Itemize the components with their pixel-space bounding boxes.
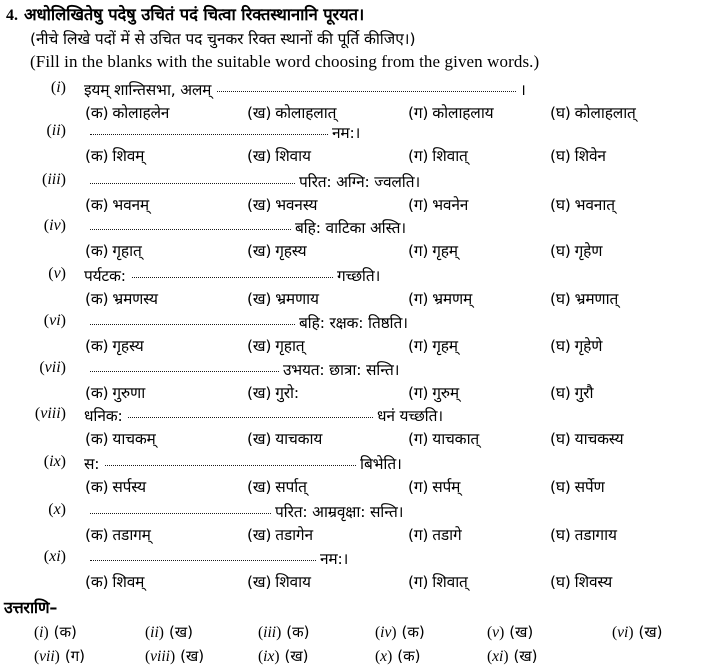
option-label: (ग) bbox=[408, 104, 429, 122]
blank-dotted-line[interactable] bbox=[90, 181, 295, 184]
option-text: शिवाय bbox=[275, 147, 311, 165]
option-choice[interactable] bbox=[85, 427, 156, 449]
question-roman-number: (viii) bbox=[34, 405, 66, 422]
question-stem bbox=[0, 264, 707, 288]
option-label: (ग) bbox=[408, 147, 429, 165]
answer-roman-number: (x) bbox=[375, 648, 393, 665]
option-text: याचकम् bbox=[112, 430, 156, 448]
option-choice[interactable] bbox=[85, 287, 158, 309]
option-label: (ख) bbox=[247, 526, 272, 544]
option-choice[interactable] bbox=[408, 144, 468, 166]
option-text: याचकस्य bbox=[574, 430, 624, 448]
answers-row-first bbox=[0, 622, 707, 646]
question-roman-number: (ii) bbox=[46, 122, 66, 139]
option-label: (क) bbox=[85, 573, 109, 591]
option-label: (ख) bbox=[247, 337, 272, 355]
option-label: (क) bbox=[85, 196, 109, 214]
option-choice[interactable] bbox=[85, 193, 149, 215]
stem-text-after-blank: बहि: रक्षक: तिष्ठति। bbox=[299, 314, 408, 332]
option-choice[interactable] bbox=[550, 475, 605, 497]
answer-entry bbox=[487, 646, 538, 666]
option-text: तडागम् bbox=[112, 526, 151, 544]
answer-choice: (ख) bbox=[513, 647, 538, 665]
answer-roman-number: (v) bbox=[487, 624, 505, 641]
option-text: भ्रमणात् bbox=[574, 290, 619, 308]
option-label: (ग) bbox=[408, 337, 429, 355]
option-text: शिवात् bbox=[432, 147, 468, 165]
option-row bbox=[0, 144, 707, 168]
answer-choice: (क) bbox=[401, 623, 425, 641]
answer-choice: (ख) bbox=[180, 647, 205, 665]
option-choice[interactable] bbox=[550, 427, 623, 449]
answer-roman-number: (vii) bbox=[34, 648, 60, 665]
option-label: (ख) bbox=[247, 573, 272, 591]
option-text: शिवम् bbox=[112, 573, 145, 591]
stem-text-after-blank: उभयत: छात्रा: सन्ति। bbox=[283, 361, 400, 379]
option-choice[interactable] bbox=[85, 239, 142, 261]
answer-roman-number: (i) bbox=[34, 624, 49, 641]
option-choice[interactable] bbox=[408, 287, 472, 309]
option-label: (ख) bbox=[247, 384, 272, 402]
question-roman-number: (xi) bbox=[43, 548, 66, 565]
option-choice[interactable] bbox=[85, 144, 144, 166]
option-text: गुरो: bbox=[275, 384, 299, 402]
question-stem bbox=[0, 121, 707, 145]
option-choice[interactable] bbox=[247, 287, 319, 309]
option-row bbox=[0, 475, 707, 499]
option-text: गृहस्य bbox=[112, 337, 144, 355]
option-text: भवनम् bbox=[112, 196, 149, 214]
option-label: (क) bbox=[85, 478, 109, 496]
option-choice[interactable] bbox=[550, 101, 636, 123]
answers-title: उत्तराणि– bbox=[4, 598, 58, 617]
option-row bbox=[0, 287, 707, 311]
option-text: भवनात् bbox=[574, 196, 615, 214]
option-choice[interactable] bbox=[247, 193, 317, 215]
option-choice[interactable] bbox=[408, 239, 458, 261]
option-choice[interactable] bbox=[247, 239, 306, 261]
answer-choice: (ख) bbox=[168, 623, 193, 641]
option-label: (घ) bbox=[550, 104, 571, 122]
question-roman-number: (v) bbox=[48, 265, 66, 282]
stem-text-before-blank: पर्यटक: bbox=[84, 267, 126, 285]
option-choice[interactable] bbox=[85, 334, 144, 356]
option-text: शिवस्य bbox=[574, 573, 613, 591]
option-choice[interactable] bbox=[247, 101, 336, 123]
stem-text-after-blank: बहि: वाटिका अस्ति। bbox=[295, 219, 406, 237]
option-text: भ्रमणस्य bbox=[112, 290, 158, 308]
option-text: गृहम् bbox=[432, 337, 458, 355]
option-row bbox=[0, 193, 707, 217]
option-choice[interactable] bbox=[85, 523, 151, 545]
answers-row-second bbox=[0, 646, 707, 670]
stem-text-after-blank: धनं यच्छति। bbox=[377, 407, 443, 425]
stem-text-after-blank: बिभेति। bbox=[360, 455, 402, 473]
option-text: सर्पम् bbox=[432, 478, 461, 496]
answer-choice: (ख) bbox=[509, 623, 534, 641]
option-label: (ग) bbox=[408, 526, 429, 544]
stem-text-after-blank: । bbox=[520, 81, 526, 99]
blank-dotted-line[interactable] bbox=[90, 369, 279, 372]
option-choice[interactable] bbox=[408, 381, 459, 403]
option-label: (ख) bbox=[247, 242, 272, 260]
option-text: गुरुणा bbox=[112, 384, 146, 402]
option-text: याचकाय bbox=[275, 430, 323, 448]
option-choice[interactable] bbox=[408, 101, 493, 123]
option-label: (ग) bbox=[408, 384, 429, 402]
option-label: (घ) bbox=[550, 337, 571, 355]
option-label: (घ) bbox=[550, 242, 571, 260]
option-choice[interactable] bbox=[85, 570, 144, 592]
option-text: याचकात् bbox=[432, 430, 480, 448]
option-label: (क) bbox=[85, 337, 109, 355]
answer-entry bbox=[145, 622, 193, 642]
option-text: कोलाहलात् bbox=[275, 104, 337, 122]
option-label: (क) bbox=[85, 242, 109, 260]
option-text: गुरौ bbox=[574, 384, 594, 402]
option-choice[interactable] bbox=[550, 334, 602, 356]
answer-choice: (क) bbox=[397, 647, 421, 665]
stem-text-after-blank: गच्छति। bbox=[337, 267, 381, 285]
option-label: (ग) bbox=[408, 290, 429, 308]
option-text: कोलाहलाय bbox=[432, 104, 494, 122]
option-text: गृहस्य bbox=[275, 242, 307, 260]
option-choice[interactable] bbox=[550, 523, 617, 545]
question-stem bbox=[0, 404, 707, 428]
stem-text-after-blank: नम:। bbox=[332, 124, 361, 142]
option-text: भवनेन bbox=[432, 196, 469, 214]
option-choice[interactable] bbox=[408, 523, 462, 545]
exercise-title-line bbox=[6, 2, 364, 25]
option-choice[interactable] bbox=[247, 334, 304, 356]
option-choice[interactable] bbox=[550, 570, 612, 592]
answer-choice: (ख) bbox=[638, 623, 663, 641]
option-row bbox=[0, 523, 707, 547]
option-text: गृहात् bbox=[275, 337, 305, 355]
option-choice[interactable] bbox=[247, 427, 322, 449]
option-label: (घ) bbox=[550, 384, 571, 402]
option-text: तडागेन bbox=[275, 526, 313, 544]
option-label: (घ) bbox=[550, 526, 571, 544]
option-text: भ्रमणाय bbox=[275, 290, 319, 308]
option-label: (घ) bbox=[550, 573, 571, 591]
answer-entry bbox=[258, 622, 310, 642]
question-stem bbox=[0, 358, 707, 382]
option-choice[interactable] bbox=[85, 101, 169, 123]
option-row bbox=[0, 239, 707, 263]
option-row bbox=[0, 570, 707, 594]
option-label: (ख) bbox=[247, 196, 272, 214]
blank-dotted-line[interactable] bbox=[132, 275, 333, 278]
option-label: (क) bbox=[85, 430, 109, 448]
option-label: (ग) bbox=[408, 430, 429, 448]
blank-dotted-line[interactable] bbox=[90, 511, 271, 514]
option-label: (ख) bbox=[247, 104, 272, 122]
option-row bbox=[0, 427, 707, 451]
option-label: (ग) bbox=[408, 573, 429, 591]
question-roman-number: (x) bbox=[48, 501, 66, 518]
stem-text-before-blank: स: bbox=[84, 455, 100, 473]
question-roman-number: (vii) bbox=[39, 359, 66, 376]
option-text: गृहम् bbox=[432, 242, 458, 260]
answer-roman-number: (viii) bbox=[145, 648, 176, 665]
option-label: (ग) bbox=[408, 242, 429, 260]
answer-entry bbox=[258, 646, 309, 666]
option-text: शिवेन bbox=[574, 147, 606, 165]
option-choice[interactable] bbox=[408, 475, 460, 497]
option-label: (क) bbox=[85, 290, 109, 308]
option-choice[interactable] bbox=[408, 193, 468, 215]
answer-roman-number: (iii) bbox=[258, 624, 282, 641]
option-choice[interactable] bbox=[85, 381, 145, 403]
question-roman-number: (i) bbox=[50, 79, 66, 96]
option-choice[interactable] bbox=[247, 570, 311, 592]
answer-choice: (क) bbox=[53, 623, 77, 641]
option-choice[interactable] bbox=[247, 523, 313, 545]
option-label: (ग) bbox=[408, 478, 429, 496]
answer-entry bbox=[145, 646, 204, 666]
exercise-sanskrit-instruction: अधोलिखितेषु पदेषु उचितं पदं चित्वा रिक्तस्थानानि पूरयत। bbox=[24, 5, 365, 24]
stem-text-after-blank: नम:। bbox=[320, 550, 349, 568]
option-label: (क) bbox=[85, 384, 109, 402]
blank-dotted-line[interactable] bbox=[105, 463, 356, 466]
blank-dotted-line[interactable] bbox=[90, 227, 291, 230]
option-label: (ख) bbox=[247, 147, 272, 165]
option-choice[interactable] bbox=[550, 193, 615, 215]
option-row bbox=[0, 381, 707, 405]
option-choice[interactable] bbox=[550, 381, 593, 403]
stem-text-after-blank: परित: अग्नि: ज्वलति। bbox=[299, 173, 421, 191]
answer-choice: (ख) bbox=[284, 647, 309, 665]
answer-choice: (ग) bbox=[64, 647, 85, 665]
option-choice[interactable] bbox=[247, 144, 311, 166]
exercise-hindi-instruction: (नीचे लिखे पदों में से उचित पद चुनकर रिक्त स्थानों की पूर्ति कीजिए।) bbox=[30, 30, 416, 48]
option-text: कोलाहलेन bbox=[112, 104, 170, 122]
question-roman-number: (ix) bbox=[43, 453, 66, 470]
option-choice[interactable] bbox=[408, 570, 468, 592]
answer-roman-number: (iv) bbox=[375, 624, 397, 641]
option-choice[interactable] bbox=[85, 475, 146, 497]
option-label: (घ) bbox=[550, 290, 571, 308]
option-text: भवनस्य bbox=[275, 196, 318, 214]
option-text: शिवम् bbox=[112, 147, 145, 165]
question-stem bbox=[0, 216, 707, 240]
option-label: (ख) bbox=[247, 430, 272, 448]
option-choice[interactable] bbox=[408, 334, 458, 356]
option-row bbox=[0, 334, 707, 358]
answer-roman-number: (xi) bbox=[487, 648, 509, 665]
option-label: (घ) bbox=[550, 478, 571, 496]
option-label: (क) bbox=[85, 526, 109, 544]
answer-entry bbox=[34, 646, 85, 666]
option-text: सर्पात् bbox=[275, 478, 307, 496]
option-text: गृहात् bbox=[112, 242, 142, 260]
option-choice[interactable] bbox=[247, 475, 307, 497]
stem-text-before-blank: इयम् शान्तिसभा, अलम् bbox=[84, 81, 212, 99]
option-label: (ग) bbox=[408, 196, 429, 214]
question-stem bbox=[0, 500, 707, 524]
blank-dotted-line[interactable] bbox=[90, 558, 316, 561]
answer-roman-number: (ix) bbox=[258, 648, 280, 665]
answer-entry bbox=[487, 622, 533, 642]
option-label: (घ) bbox=[550, 196, 571, 214]
question-stem bbox=[0, 78, 707, 102]
answer-entry bbox=[612, 622, 663, 642]
option-text: तडागे bbox=[432, 526, 462, 544]
exercise-number: 4. bbox=[6, 7, 18, 24]
option-text: तडागाय bbox=[574, 526, 617, 544]
option-text: भ्रमणम् bbox=[432, 290, 473, 308]
option-text: गृहेण bbox=[574, 242, 603, 260]
option-label: (घ) bbox=[550, 147, 571, 165]
option-label: (क) bbox=[85, 147, 109, 165]
question-roman-number: (vi) bbox=[43, 312, 66, 329]
option-choice[interactable] bbox=[408, 427, 479, 449]
question-roman-number: (iv) bbox=[43, 217, 66, 234]
blank-dotted-line[interactable] bbox=[128, 415, 373, 418]
option-label: (ख) bbox=[247, 290, 272, 308]
answer-entry bbox=[34, 622, 77, 642]
option-text: सर्पेण bbox=[574, 478, 605, 496]
answer-roman-number: (vi) bbox=[612, 624, 634, 641]
option-choice[interactable] bbox=[550, 287, 618, 309]
blank-dotted-line[interactable] bbox=[90, 132, 328, 135]
answer-entry bbox=[375, 646, 420, 666]
option-choice[interactable] bbox=[247, 381, 299, 403]
option-label: (घ) bbox=[550, 430, 571, 448]
question-stem bbox=[0, 452, 707, 476]
blank-dotted-line[interactable] bbox=[90, 322, 295, 325]
option-choice[interactable] bbox=[550, 144, 606, 166]
answer-entry bbox=[375, 622, 425, 642]
question-stem bbox=[0, 547, 707, 571]
question-stem bbox=[0, 170, 707, 194]
option-text: गुरुम् bbox=[432, 384, 459, 402]
option-text: गृहेणे bbox=[574, 337, 603, 355]
option-label: (ख) bbox=[247, 478, 272, 496]
option-label: (क) bbox=[85, 104, 109, 122]
option-text: सर्पस्य bbox=[112, 478, 146, 496]
question-stem bbox=[0, 311, 707, 335]
option-text: शिवात् bbox=[432, 573, 468, 591]
answer-choice: (क) bbox=[286, 623, 310, 641]
option-choice[interactable] bbox=[550, 239, 602, 261]
blank-dotted-line[interactable] bbox=[217, 89, 516, 92]
stem-text-after-blank: परित: आम्रवृक्षा: सन्ति। bbox=[275, 503, 404, 521]
option-text: शिवाय bbox=[275, 573, 311, 591]
question-roman-number: (iii) bbox=[42, 171, 66, 188]
stem-text-before-blank: धनिक: bbox=[84, 407, 123, 425]
exercise-english-instruction: (Fill in the blanks with the suitable word choosing from the given words.) bbox=[30, 52, 540, 71]
answer-roman-number: (ii) bbox=[145, 624, 164, 641]
option-text: कोलाहलात् bbox=[574, 104, 636, 122]
